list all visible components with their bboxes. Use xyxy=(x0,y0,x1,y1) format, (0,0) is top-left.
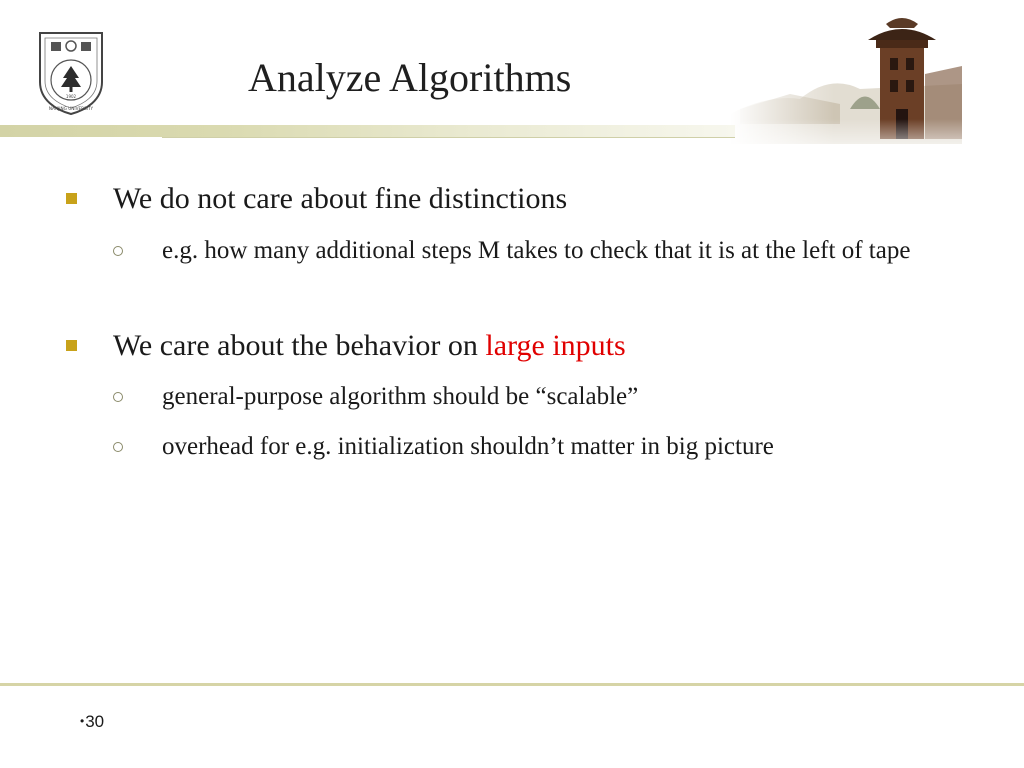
square-bullet-icon xyxy=(66,193,77,204)
sub-bullet-text: general-purpose algorithm should be “scalable” xyxy=(162,383,639,410)
nanjing-university-logo xyxy=(36,30,106,116)
tower-illustration xyxy=(730,14,962,164)
slide-title: Analyze Algorithms xyxy=(248,55,572,100)
title-underline xyxy=(162,137,735,138)
logo-year-text: 1902 xyxy=(65,94,77,99)
ring-bullet-icon xyxy=(113,442,123,452)
page-number xyxy=(80,712,104,732)
bullet-text: We do not care about fine distinctions xyxy=(113,182,568,215)
highlighted-text: large inputs xyxy=(485,329,626,362)
bullet-text: We care about the behavior on xyxy=(113,329,486,362)
title-band xyxy=(0,125,735,137)
ring-bullet-icon xyxy=(113,246,123,256)
ring-bullet-icon xyxy=(113,392,123,402)
page-number-value: 30 xyxy=(85,712,105,731)
square-bullet-icon xyxy=(66,340,77,351)
footer-bullet-icon: • xyxy=(80,714,85,728)
logo-seal-text: NANJING UNIVERSITY xyxy=(48,106,94,111)
sub-bullet-text: overhead for e.g. initialization shouldn’t matter in big picture xyxy=(162,433,774,460)
sub-bullet-text: e.g. how many additional steps M takes to check that it is at the left of tape xyxy=(162,237,911,264)
footer-rule xyxy=(0,683,1024,686)
